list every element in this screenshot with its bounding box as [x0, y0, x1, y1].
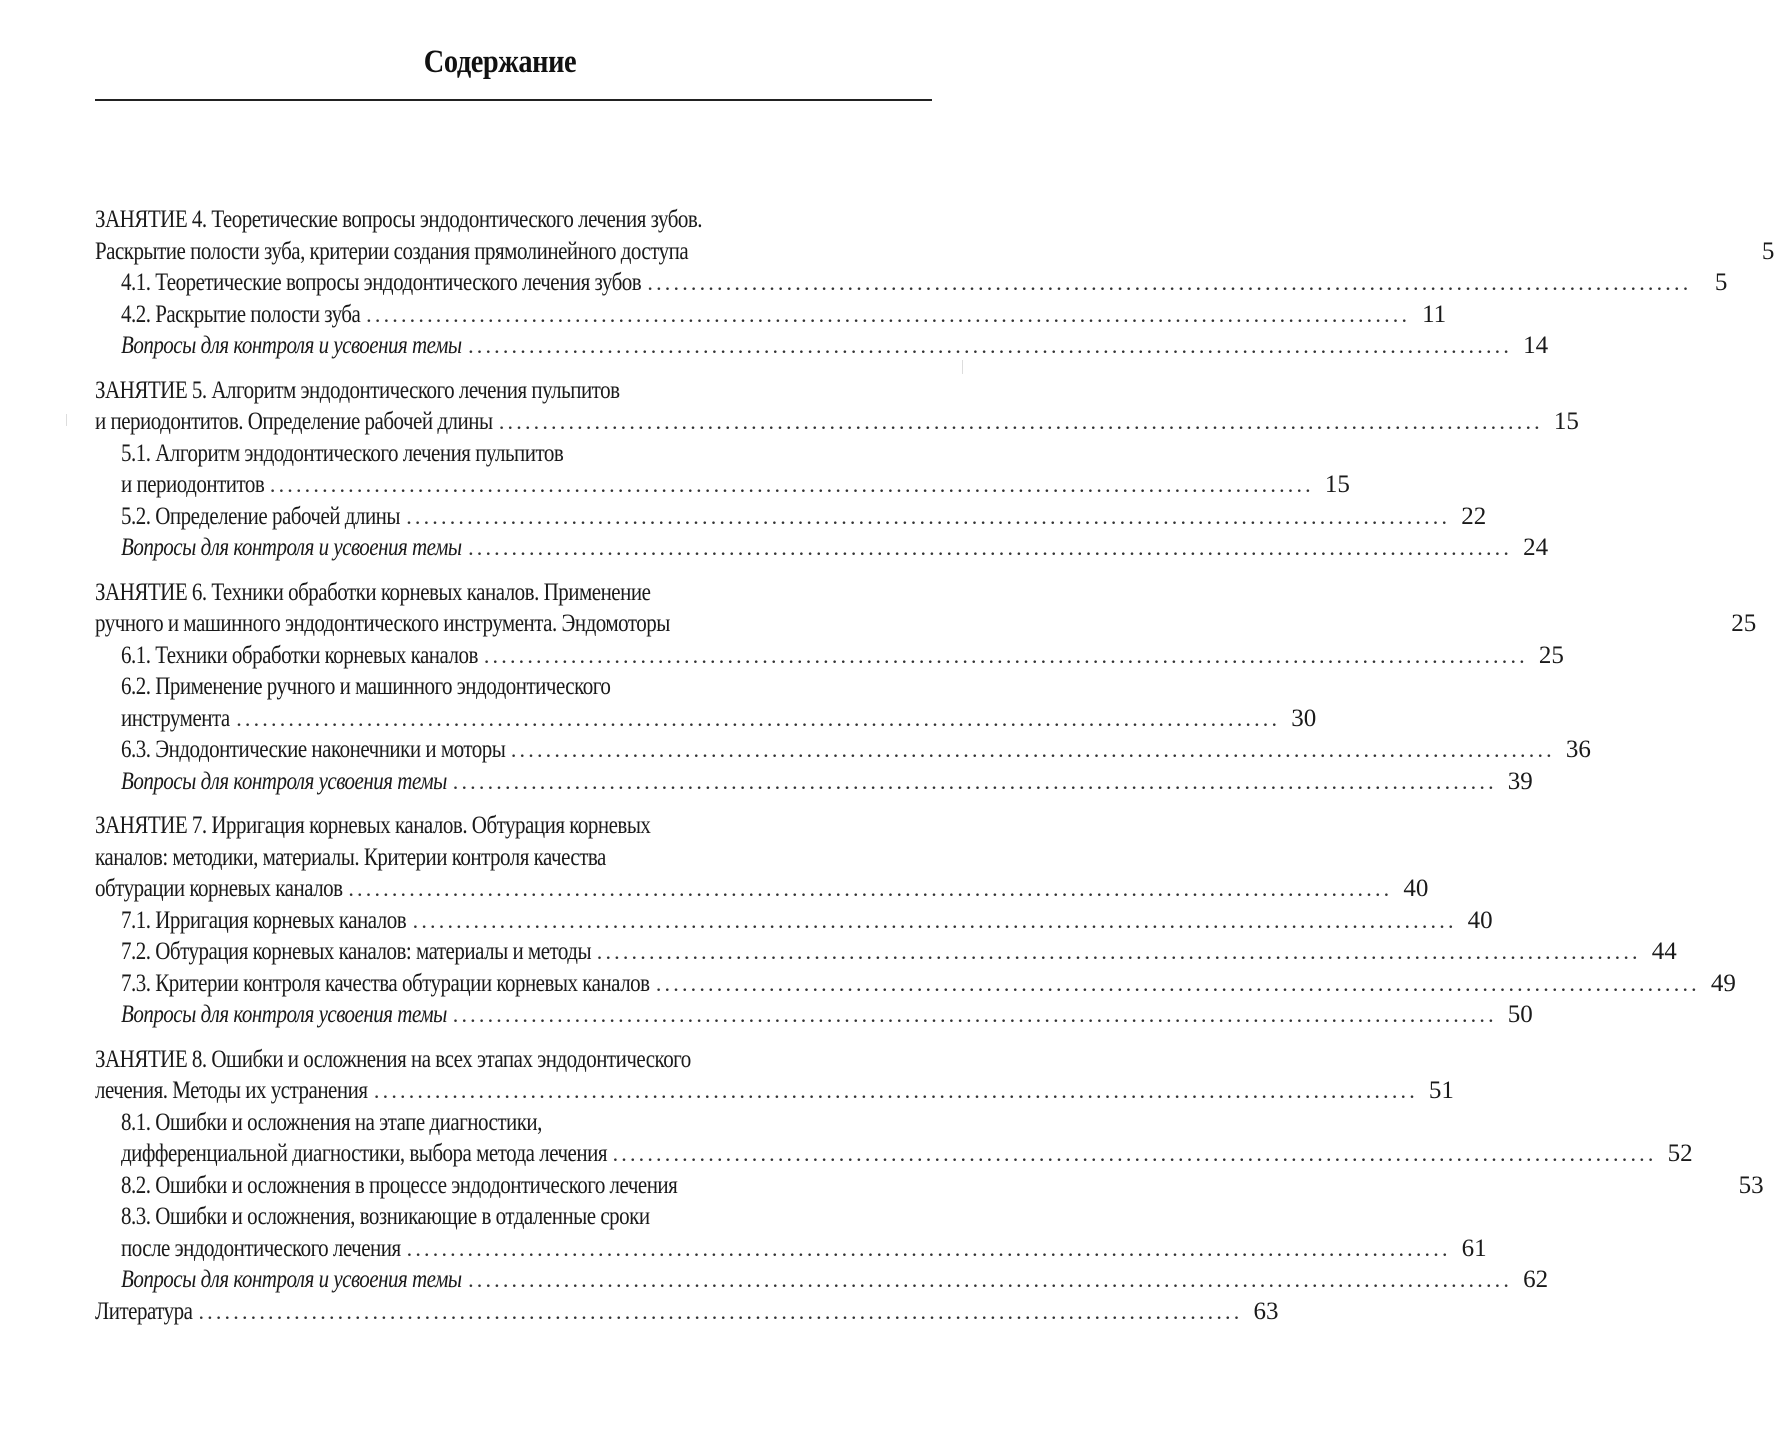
toc-entry-title: 6.2. Применение ручного и машинного эндодонтического [121, 673, 611, 700]
toc-entry-title: обтурации корневых каналов [95, 875, 343, 902]
toc-entry[interactable] [95, 236, 1774, 268]
toc-entry[interactable] [95, 299, 1447, 331]
page-number: 52 [1667, 1140, 1693, 1167]
toc-entry-title: дифференциальной диагностики, выбора метода лечения [121, 1140, 607, 1167]
toc-entry-continuation [95, 204, 932, 236]
toc-entry[interactable] [95, 936, 1677, 968]
page-number: 15 [1324, 471, 1350, 498]
toc-section [95, 204, 1774, 362]
toc-entry-title: Вопросы для контроля и усвоения темы [121, 332, 462, 359]
dot-leader: ........................................................................................................................ [596, 939, 1641, 964]
toc-entry[interactable] [95, 999, 1533, 1031]
toc-entry[interactable] [95, 532, 1549, 564]
toc-entry[interactable] [95, 501, 1487, 533]
page-number: 51 [1428, 1077, 1454, 1104]
scan-mark [66, 414, 67, 426]
toc-entry-title: 4.1. Теоретические вопросы эндодонтического лечения зубов [121, 269, 642, 296]
toc-entry-title: 7.3. Критерии контроля качества обтурации корневых каналов [121, 969, 650, 997]
toc-entry-continuation [95, 810, 932, 842]
toc-entry-title: Вопросы для контроля усвоения темы [121, 1001, 447, 1028]
dot-leader: ........................................................................................................................ [483, 642, 1528, 668]
toc-section [95, 375, 1579, 564]
table-of-contents [95, 204, 1774, 1340]
toc-entry-title: после эндодонтического лечения [121, 1234, 401, 1262]
title-rule [95, 99, 932, 101]
dot-leader: ........................................................................................................................ [198, 1298, 1243, 1324]
toc-entry-title: Вопросы для контроля усвоения темы [121, 767, 447, 795]
toc-entry-title: 6.1. Техники обработки корневых каналов [121, 641, 478, 669]
page-number: 25 [1538, 641, 1564, 669]
dot-leader: ........................................................................................................................ [406, 503, 1451, 529]
dot-leader: ........................................................................................................................ [366, 301, 1411, 327]
toc-entry-title: 8.3. Ошибки и осложнения, возникающие в отдаленные сроки [121, 1203, 650, 1230]
toc-entry[interactable] [95, 703, 1317, 735]
toc-entry[interactable] [95, 406, 1579, 438]
toc-entry-continuation [95, 438, 932, 470]
toc-entry[interactable] [95, 968, 1736, 1000]
toc-entry-title: и периодонтитов [121, 471, 265, 498]
toc-entry-title: 6.3. Эндодонтические наконечники и моторы [121, 736, 506, 763]
toc-entry-title: и периодонтитов. Определение рабочей длины [95, 408, 493, 435]
toc-entry-continuation [95, 671, 932, 703]
page-number: 39 [1507, 767, 1533, 795]
toc-entry[interactable] [95, 1138, 1693, 1170]
toc-entry[interactable] [95, 469, 1350, 501]
page-number: 40 [1403, 875, 1429, 902]
toc-entry[interactable] [95, 734, 1591, 766]
toc-entry-title: лечения. Методы их устранения [95, 1077, 368, 1104]
dot-leader: ........................................................................................................................ [412, 907, 1457, 933]
toc-section [95, 577, 1757, 798]
dot-leader: ........................................................................................................................ [468, 1267, 1513, 1292]
toc-entry[interactable] [95, 873, 1429, 905]
toc-entry-title: каналов: методики, материалы. Критерии контроля качества [95, 843, 606, 871]
toc-entry-title: инструмента [121, 704, 230, 732]
toc-entry-title: 7.2. Обтурация корневых каналов: материалы и методы [121, 938, 592, 965]
toc-entry[interactable] [95, 640, 1564, 672]
dot-leader: ........................................................................................................................ [452, 1002, 1497, 1027]
toc-entry-continuation [95, 375, 932, 407]
toc-entry-title: ЗАНЯТИЕ 7. Ирригация корневых каналов. Обтурация корневых [95, 812, 651, 839]
toc-entry-title: 8.1. Ошибки и осложнения на этапе диагностики, [121, 1108, 542, 1136]
toc-entry-title: 7.1. Ирригация корневых каналов [121, 906, 407, 934]
toc-entry-title: ЗАНЯТИЕ 6. Техники обработки корневых каналов. Применение [95, 578, 651, 606]
toc-entry-title: 4.2. Раскрытие полости зуба [121, 300, 361, 328]
dot-leader: ........................................................................................................................ [498, 409, 1543, 434]
page-number: 11 [1422, 300, 1447, 328]
page-number: 5 [1761, 237, 1774, 265]
page-number: 44 [1651, 938, 1677, 965]
toc-entry-title: 5.1. Алгоритм эндодонтического лечения пульпитов [121, 439, 564, 467]
dot-leader: ........................................................................................................................ [348, 876, 1393, 901]
dot-leader: ........................................................................................................................ [612, 1141, 1657, 1166]
toc-entry[interactable] [95, 1233, 1487, 1265]
page-number: 61 [1461, 1234, 1487, 1262]
dot-leader: ........................................................................................................................ [647, 270, 1692, 295]
page-number: 62 [1523, 1266, 1549, 1293]
dot-leader: ........................................................................................................................ [373, 1078, 1418, 1103]
toc-entry-continuation [95, 1044, 932, 1076]
page-number: 63 [1253, 1297, 1279, 1325]
toc-entry-title: 5.2. Определение рабочей длины [121, 502, 401, 530]
toc-entry[interactable] [95, 608, 1757, 640]
toc-entry-continuation [95, 1201, 932, 1233]
page-number: 24 [1523, 534, 1549, 561]
toc-entry-title: Литература [95, 1297, 193, 1325]
toc-entry[interactable] [95, 267, 1728, 299]
dot-leader: ........................................................................................................................ [236, 705, 1281, 731]
page-number: 5 [1714, 269, 1728, 296]
dot-leader: ........................................................................................................................ [406, 1235, 1451, 1261]
toc-entry[interactable] [95, 1170, 1764, 1202]
toc-entry-title: Вопросы для контроля и усвоения темы [121, 1266, 462, 1293]
page-number: 25 [1731, 610, 1757, 637]
scan-mark [962, 360, 963, 374]
toc-entry-title: Вопросы для контроля и усвоения темы [121, 534, 462, 561]
toc-entry[interactable] [95, 905, 1493, 937]
page-title: Содержание [423, 44, 577, 80]
toc-entry[interactable] [95, 1264, 1549, 1296]
page-number: 49 [1710, 969, 1736, 997]
toc-entry-title: ЗАНЯТИЕ 4. Теоретические вопросы эндодонтического лечения зубов. [95, 206, 703, 233]
toc-entry-title: ЗАНЯТИЕ 8. Ошибки и осложнения на всех этапах эндодонтического [95, 1045, 691, 1073]
page-number: 15 [1553, 408, 1579, 435]
toc-entry-continuation [95, 842, 932, 874]
dot-leader: ........................................................................................................................ [269, 472, 1314, 497]
dot-leader: ........................................................................................................................ [452, 768, 1497, 794]
toc-entry[interactable] [95, 766, 1533, 798]
toc-section [95, 1044, 1764, 1328]
toc-entry-title: 8.2. Ошибки и осложнения в процессе эндодонтического лечения [121, 1171, 678, 1199]
toc-entry-continuation [95, 577, 932, 609]
toc-entry-title: ручного и машинного эндодонтического инструмента. Эндомоторы [95, 610, 670, 637]
dot-leader: ........................................................................................................................ [655, 970, 1700, 996]
toc-entry-title: Раскрытие полости зуба, критерии создания прямолинейного доступа [95, 237, 689, 265]
page-number: 40 [1467, 906, 1493, 934]
toc-entry-continuation [95, 1107, 932, 1139]
toc-entry[interactable] [95, 330, 1549, 362]
toc-entry[interactable] [95, 1296, 1279, 1328]
page-number: 53 [1738, 1171, 1764, 1199]
dot-leader: ........................................................................................................................ [510, 737, 1555, 762]
page-number: 14 [1523, 332, 1549, 359]
page-number: 50 [1507, 1001, 1533, 1028]
toc-section [95, 810, 1736, 1031]
page-number: 22 [1461, 502, 1487, 530]
page-number: 36 [1565, 736, 1591, 763]
page-number: 30 [1291, 704, 1317, 732]
dot-leader: ........................................................................................................................ [468, 333, 1513, 358]
dot-leader: ........................................................................................................................ [468, 535, 1513, 560]
toc-entry-title: ЗАНЯТИЕ 5. Алгоритм эндодонтического лечения пульпитов [95, 376, 620, 404]
toc-entry[interactable] [95, 1075, 1454, 1107]
